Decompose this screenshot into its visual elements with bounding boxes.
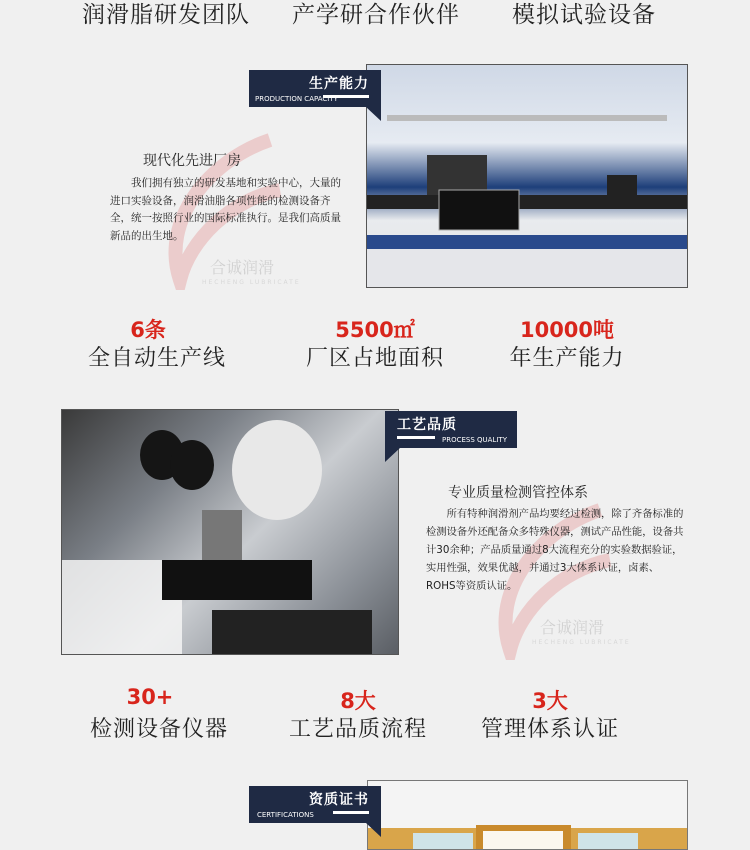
stat-label: 工艺品质流程 — [288, 717, 427, 742]
production-paragraph: 我们拥有独立的研发基地和实验中心，大量的进口实验设备，润滑油脂各项性能的检测设备齐全，统一按照行业的国际标准执行。是我们高质量新品的出生地。 — [110, 177, 341, 242]
quality-paragraph: 所有特种润滑剂产品均要经过检测，除了齐备标准的检测设备外还配备众多特殊仪器，测试产品性能，设备共计30余种；产品质量通过8大流程充分的实验数据验证，实用性强，效果优越，并通过3大体系认证，卤素、ROHS等资质认证。 — [426, 508, 684, 592]
label-en: PRODUCTION CAPACITY — [255, 95, 338, 103]
label-cn: 生产能力 — [309, 76, 369, 92]
label-en: CERTIFICATIONS — [257, 811, 314, 819]
process-quality-label — [385, 411, 517, 448]
label-cn: 资质证书 — [309, 792, 369, 808]
stat-value: 5500㎡ — [335, 318, 415, 342]
production-heading: 现代化先进厂房 — [143, 153, 241, 169]
label-en: PROCESS QUALITY — [442, 436, 507, 444]
stat-value: 8大 — [340, 689, 376, 713]
stat-value: 6条 — [130, 318, 166, 342]
stat-label: 检测设备仪器 — [89, 717, 228, 742]
label-cn: 工艺品质 — [397, 417, 457, 433]
label-corner — [385, 448, 400, 462]
label-corner — [366, 823, 381, 837]
production-capacity-label — [249, 70, 381, 107]
stat-label: 厂区占地面积 — [305, 346, 444, 371]
top-title-partners: 产学研合作伙伴 — [292, 2, 460, 28]
label-underline — [397, 436, 435, 439]
stat-value: 30+ — [126, 685, 174, 709]
certificates-photo — [367, 780, 688, 850]
top-title-test-equipment: 模拟试验设备 — [512, 2, 656, 28]
label-underline — [333, 811, 369, 814]
factory-lab-photo — [366, 64, 688, 288]
stat-label: 年生产能力 — [509, 346, 625, 371]
watermark-text: 合诚润滑 — [540, 618, 605, 637]
watermark-en: HECHENG LUBRICATE — [202, 279, 301, 286]
stat-value: 10000吨 — [519, 318, 615, 342]
stat-label: 全自动生产线 — [87, 346, 226, 371]
top-title-rd-team: 润滑脂研发团队 — [82, 2, 250, 28]
certifications-label — [249, 786, 381, 823]
stat-value: 3大 — [532, 689, 568, 713]
watermark-text: 合诚润滑 — [210, 258, 275, 277]
stat-label: 管理体系认证 — [480, 717, 619, 742]
watermark-en: HECHENG LUBRICATE — [532, 639, 631, 646]
label-corner — [366, 107, 381, 121]
quality-heading: 专业质量检测管控体系 — [448, 485, 588, 501]
microscope-photo — [61, 409, 399, 655]
